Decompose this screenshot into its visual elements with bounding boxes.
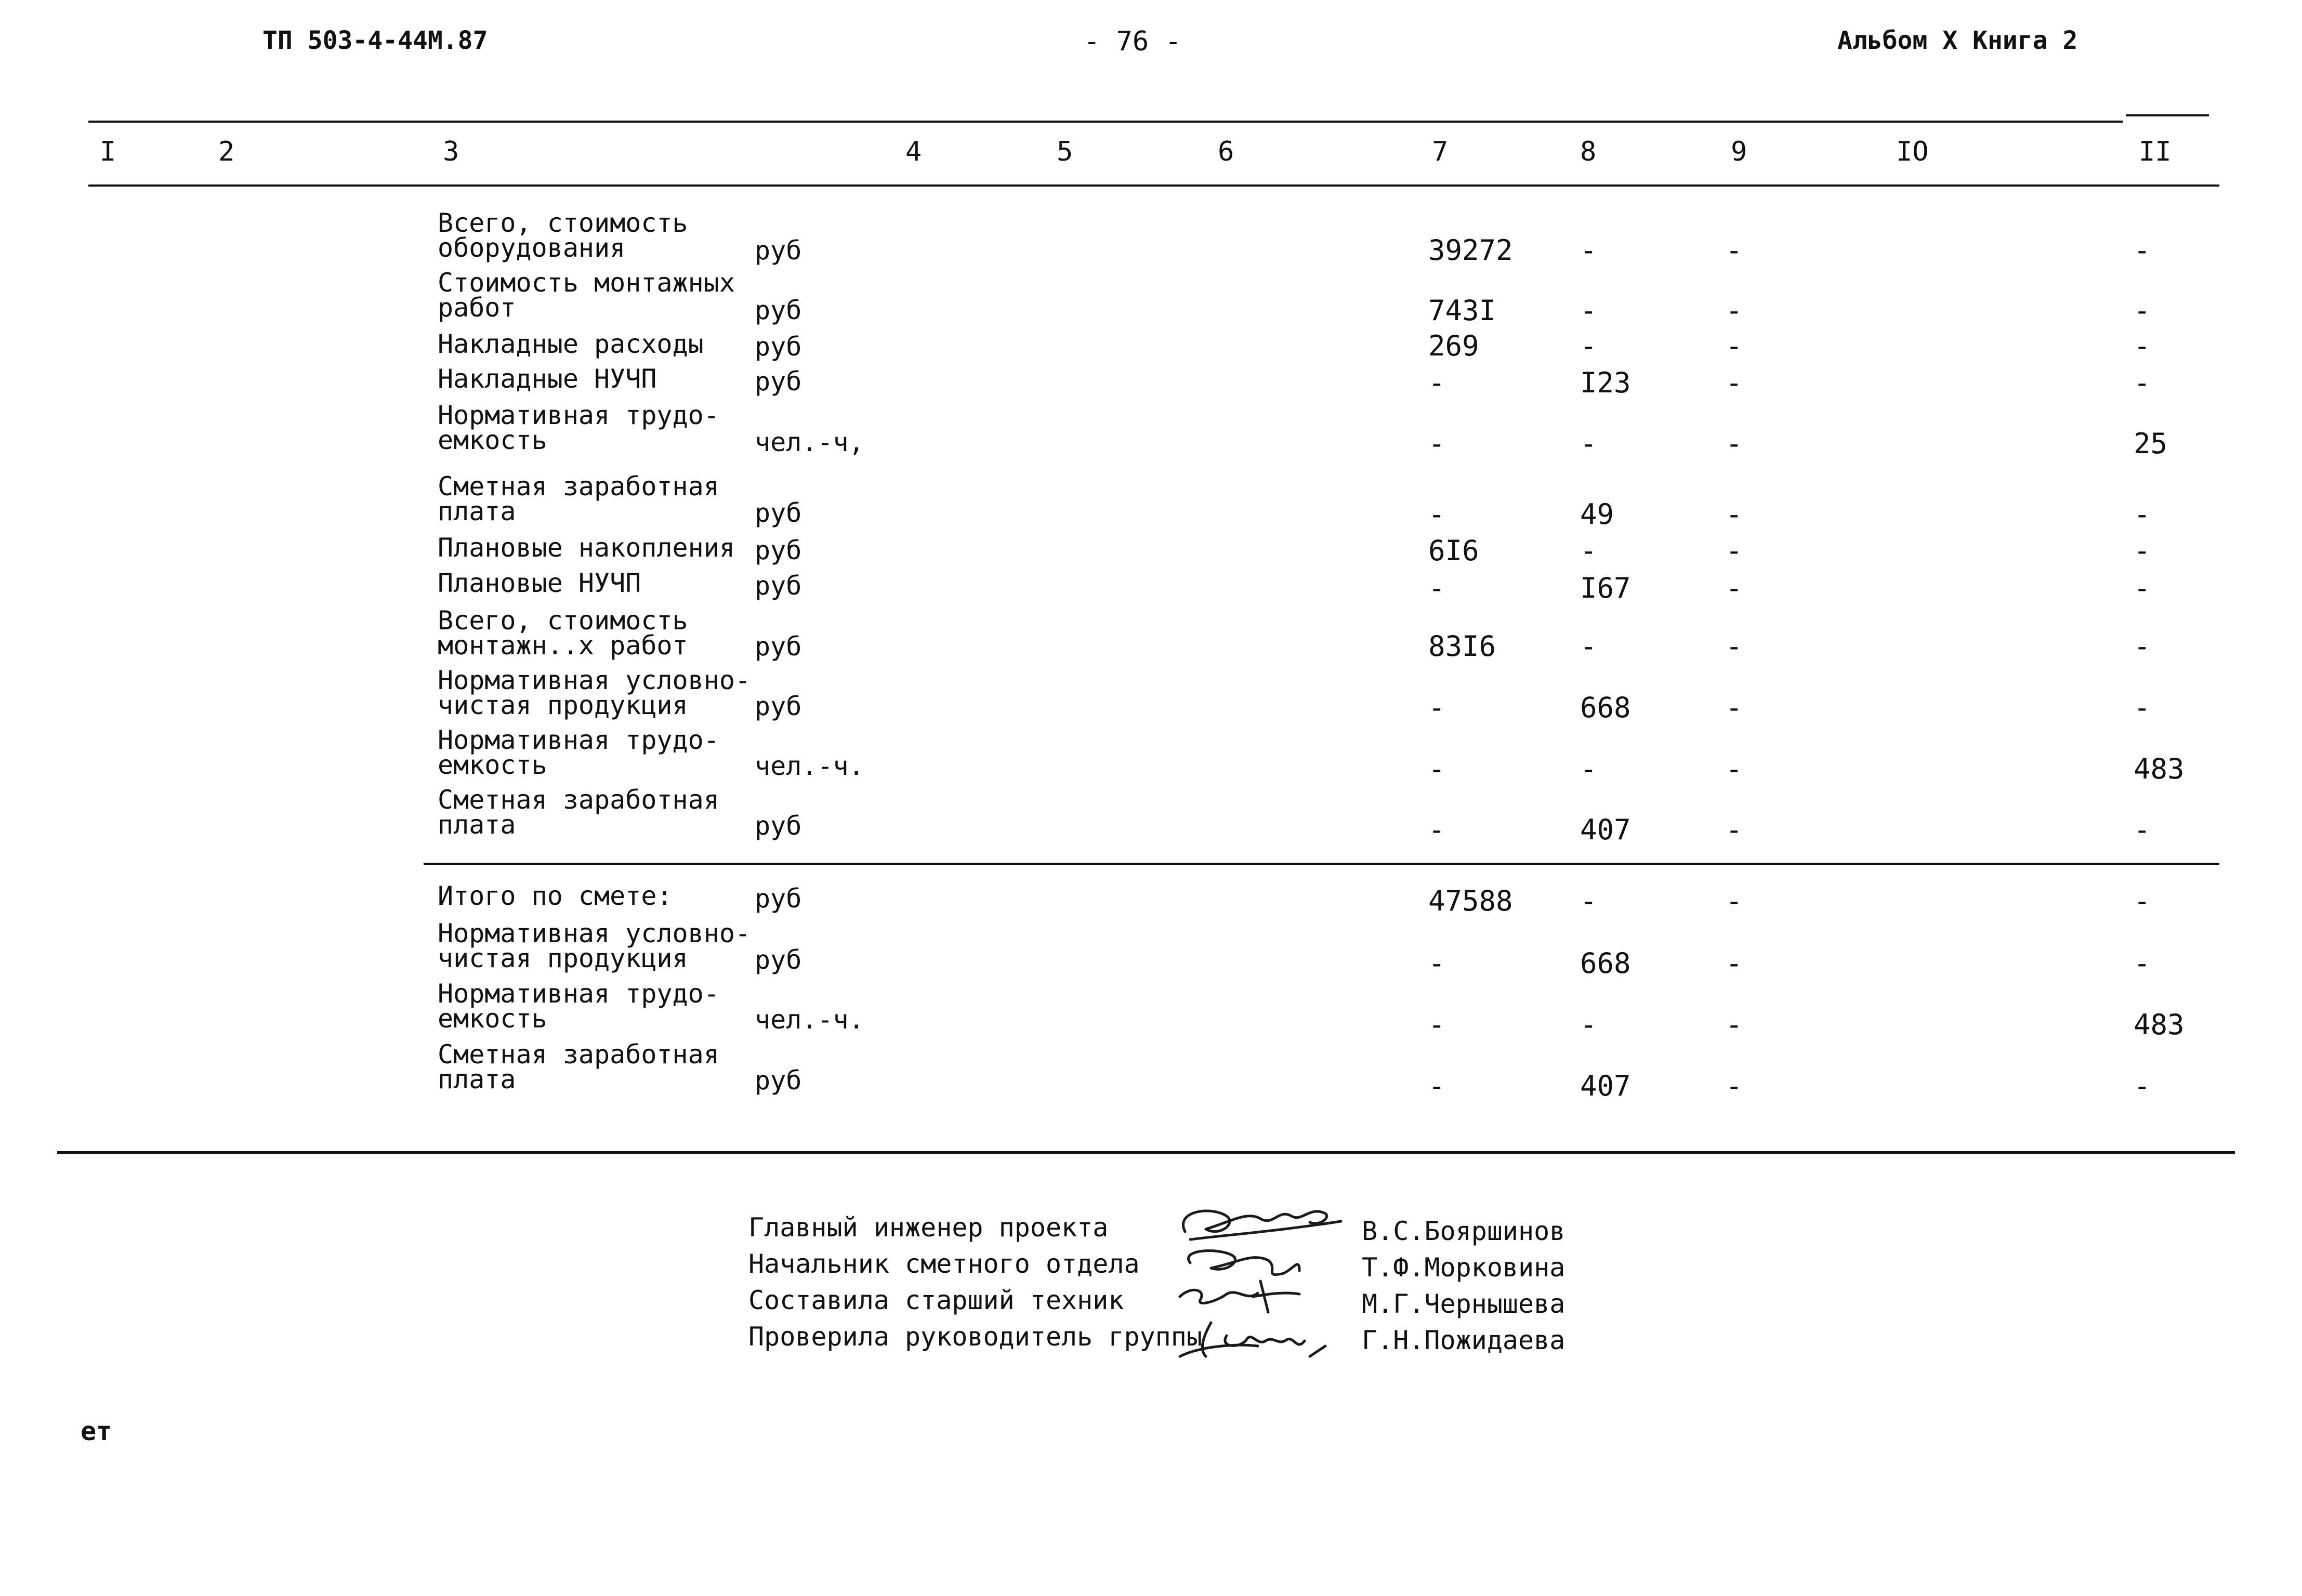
totals-unit: руб	[755, 945, 802, 975]
row-col9: -	[1726, 813, 1743, 846]
row-label: Нормативная условно- чистая продукция	[438, 665, 751, 720]
album-label: Альбом X Книга 2	[1837, 26, 2078, 55]
document-code: ТП 503-4-44М.87	[262, 26, 488, 55]
row-col11: -	[2134, 691, 2151, 724]
row-label: Всего, стоимость монтажн..х работ	[438, 605, 688, 661]
row-unit: руб	[755, 571, 802, 601]
totals-col11: -	[2134, 947, 2151, 980]
row-col8: -	[1580, 329, 1597, 362]
footer-mark: ет	[81, 1416, 112, 1446]
totals-separator-rule	[424, 863, 2219, 865]
row-col9: -	[1726, 294, 1743, 327]
column-header-8: 8	[1580, 136, 1597, 167]
row-col8: -	[1580, 234, 1597, 267]
signature-mark-3	[1180, 1281, 1299, 1312]
signature-role: Составила старший техник	[748, 1285, 1124, 1315]
row-col7: -	[1428, 366, 1445, 399]
row-col7: 269	[1428, 329, 1479, 362]
row-unit: руб	[755, 811, 802, 841]
totals-col9: -	[1726, 885, 1743, 917]
row-col8: -	[1580, 427, 1597, 460]
row-col8: I23	[1580, 366, 1631, 399]
row-unit: чел.-ч,	[755, 427, 864, 457]
row-col7: -	[1428, 753, 1445, 785]
totals-col9: -	[1726, 1070, 1743, 1102]
row-col9: -	[1726, 572, 1743, 604]
row-col9: -	[1726, 691, 1743, 724]
row-col9: -	[1726, 234, 1743, 267]
row-unit: чел.-ч.	[755, 751, 864, 781]
totals-col8: 407	[1580, 1070, 1631, 1102]
row-col11: 483	[2134, 753, 2185, 785]
totals-col7: -	[1428, 1008, 1445, 1041]
row-unit: руб	[755, 631, 802, 662]
header-bottom-rule	[88, 184, 2219, 187]
totals-col7: 47588	[1428, 885, 1513, 917]
row-label: Стоимость монтажных работ	[438, 268, 735, 323]
row-col8: -	[1580, 534, 1597, 567]
row-col9: -	[1726, 366, 1743, 399]
totals-col11: 483	[2134, 1008, 2185, 1041]
row-col11: -	[2134, 366, 2151, 399]
row-col8: -	[1580, 294, 1597, 327]
row-col9: -	[1726, 753, 1743, 785]
column-header-1: I	[100, 136, 116, 167]
row-col11: -	[2134, 813, 2151, 846]
page-number: - 76 -	[1084, 26, 1181, 57]
signature-mark-1	[1183, 1211, 1341, 1239]
row-col9: -	[1726, 427, 1743, 460]
row-col7: -	[1428, 498, 1445, 531]
row-label: Накладные расходы	[438, 329, 704, 359]
column-header-4: 4	[905, 136, 922, 167]
totals-unit: руб	[755, 883, 802, 914]
totals-label: Сметная заработная плата	[438, 1039, 719, 1094]
row-unit: руб	[755, 366, 802, 397]
row-col8: 668	[1580, 691, 1631, 724]
totals-col11: -	[2134, 885, 2151, 917]
row-unit: руб	[755, 332, 802, 362]
totals-label: Итого по смете:	[438, 881, 673, 911]
totals-col7: -	[1428, 947, 1445, 980]
column-header-7: 7	[1432, 136, 1449, 167]
row-col7: -	[1428, 572, 1445, 604]
row-unit: руб	[755, 295, 802, 325]
signature-role: Проверила руководитель группы	[748, 1322, 1202, 1352]
row-col11: -	[2134, 498, 2151, 531]
row-col7: 743I	[1428, 294, 1496, 327]
row-col9: -	[1726, 630, 1743, 663]
row-col8: I67	[1580, 572, 1631, 604]
row-label: Плановые НУЧП	[438, 568, 641, 598]
row-col11: -	[2134, 294, 2151, 327]
row-col7: 83I6	[1428, 630, 1496, 663]
row-col8: 407	[1580, 813, 1631, 846]
row-col11: -	[2134, 572, 2151, 604]
row-unit: руб	[755, 535, 802, 565]
totals-col7: -	[1428, 1070, 1445, 1102]
row-unit: руб	[755, 235, 802, 266]
row-col11: -	[2134, 329, 2151, 362]
row-label: Нормативная трудо- емкость	[438, 725, 719, 780]
row-col11: -	[2134, 234, 2151, 267]
handwritten-signatures	[1169, 1190, 1357, 1377]
column-header-6: 6	[1218, 136, 1234, 167]
totals-col9: -	[1726, 947, 1743, 980]
totals-col9: -	[1726, 1008, 1743, 1041]
column-header-5: 5	[1057, 136, 1073, 167]
table-bottom-rule	[57, 1151, 2235, 1154]
column-header-11: II	[2139, 136, 2172, 167]
signature-name: М.Г.Чернышева	[1362, 1289, 1566, 1319]
column-header-9: 9	[1731, 136, 1747, 167]
column-header-2: 2	[218, 136, 235, 167]
row-label: Сметная заработная плата	[438, 785, 719, 840]
row-col8: -	[1580, 630, 1597, 663]
signature-name: Т.Ф.Морковина	[1362, 1252, 1566, 1283]
row-col8: 49	[1580, 498, 1614, 531]
row-col11: -	[2134, 630, 2151, 663]
row-col7: 6I6	[1428, 534, 1479, 567]
signature-name: В.С.Бояршинов	[1362, 1216, 1566, 1246]
row-col7: -	[1428, 813, 1445, 846]
header-top-rule-right	[2126, 114, 2209, 116]
row-col11: 25	[2134, 427, 2168, 460]
signature-role: Главный инженер проекта	[748, 1212, 1109, 1243]
row-col8: -	[1580, 753, 1597, 785]
row-col7: -	[1428, 691, 1445, 724]
totals-col8: -	[1580, 1008, 1597, 1041]
row-unit: руб	[755, 498, 802, 528]
totals-col11: -	[2134, 1070, 2151, 1102]
signature-name: Г.Н.Пожидаева	[1362, 1325, 1566, 1355]
signature-mark-4	[1180, 1323, 1325, 1356]
row-label: Всего, стоимость оборудования	[438, 208, 688, 263]
row-col9: -	[1726, 329, 1743, 362]
row-unit: руб	[755, 691, 802, 721]
totals-unit: чел.-ч.	[755, 1005, 864, 1035]
signature-mark-2	[1188, 1251, 1299, 1275]
row-label: Сметная заработная плата	[438, 471, 719, 526]
totals-label: Нормативная условно- чистая продукция	[438, 918, 751, 973]
header-top-rule	[88, 121, 2123, 123]
column-header-10: IO	[1896, 136, 1929, 167]
row-label: Плановые накопления	[438, 533, 735, 563]
row-col7: 39272	[1428, 234, 1513, 267]
totals-col8: -	[1580, 885, 1597, 917]
column-header-3: 3	[443, 136, 459, 167]
signature-role: Начальник сметного отдела	[748, 1249, 1140, 1279]
totals-col8: 668	[1580, 947, 1631, 980]
row-col11: -	[2134, 534, 2151, 567]
row-col9: -	[1726, 534, 1743, 567]
row-label: Накладные НУЧП	[438, 364, 657, 394]
row-label: Нормативная трудо- емкость	[438, 400, 719, 455]
row-col7: -	[1428, 427, 1445, 460]
totals-label: Нормативная трудо- емкость	[438, 979, 719, 1034]
totals-unit: руб	[755, 1065, 802, 1096]
row-col9: -	[1726, 498, 1743, 531]
